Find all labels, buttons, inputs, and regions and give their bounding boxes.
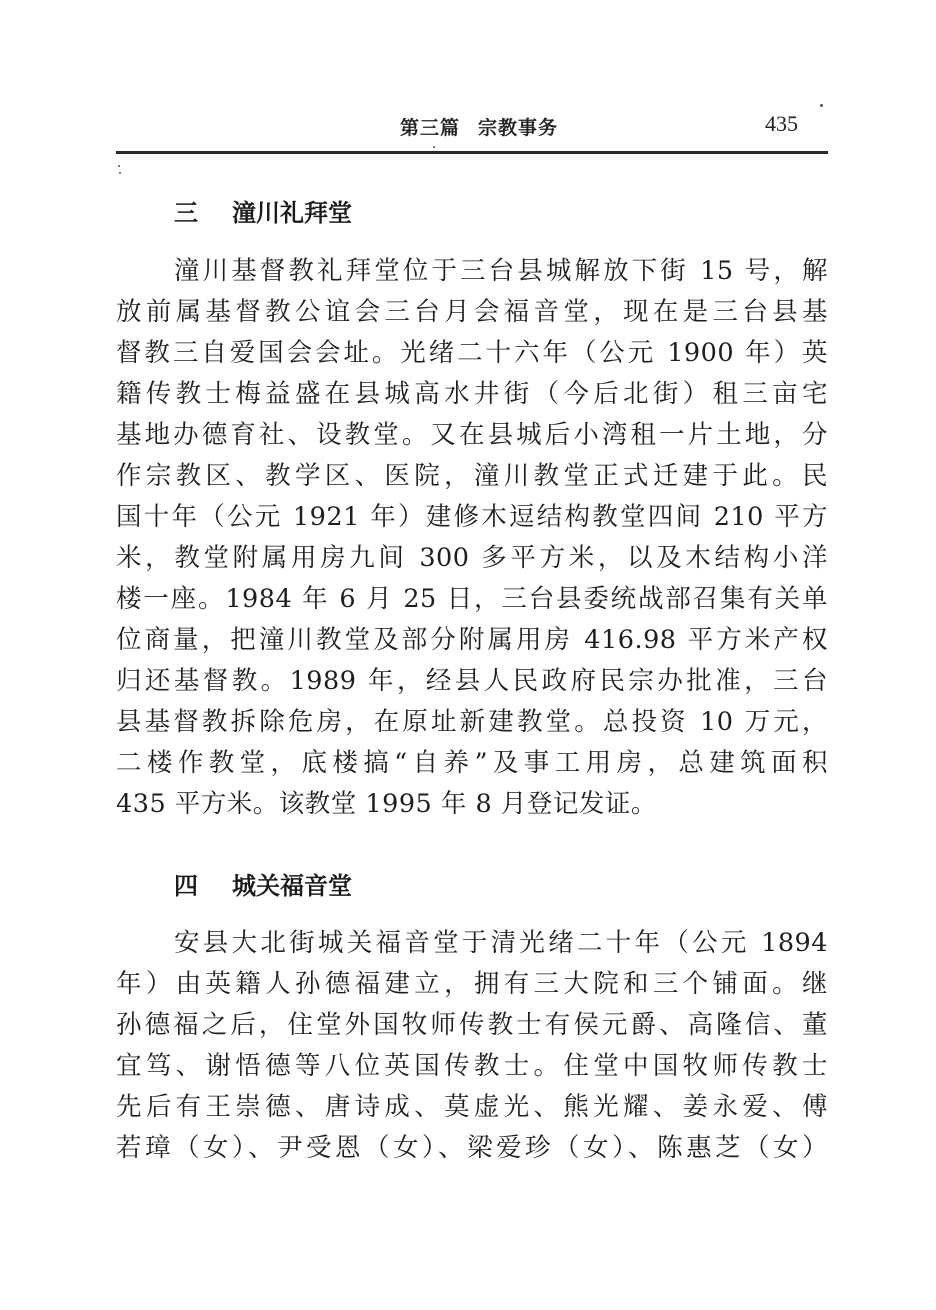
page-number: 435 [765, 111, 798, 136]
paragraph-line: 督教三自爱国会会址。光绪二十六年（公元 1900 年）英 [116, 338, 828, 368]
paragraph-line: 放前属基督教公谊会三台月会福音堂，现在是三台县基 [116, 297, 828, 327]
section-heading [174, 866, 352, 901]
paragraph-line: 县基督教拆除危房，在原址新建教堂。总投资 10 万元， [116, 707, 828, 737]
section-number: 四 [174, 872, 198, 900]
paragraph-line: 潼川基督教礼拜堂位于三台县城解放下街 15 号，解 [174, 256, 828, 286]
header-rule [116, 151, 828, 154]
part-label: 第三篇 [400, 117, 461, 139]
paragraph-line: 二楼作教堂，底楼搞“自养”及事工用房，总建筑面积 [116, 748, 828, 778]
paragraph-line: 国十年（公元 1921 年）建修木逗结构教堂四间 210 平方 [116, 502, 828, 532]
scan-speck [820, 104, 823, 107]
section-number: 三 [174, 199, 198, 227]
scan-speck [433, 146, 435, 148]
paragraph-line: 年）由英籍人孙德福建立，拥有三大院和三个铺面。继 [116, 969, 828, 999]
paragraph-line: 宜笃、谢悟德等八位英国传教士。住堂中国牧师传教士 [116, 1051, 828, 1081]
paragraph-line: 安县大北街城关福音堂于清光绪二十年（公元 1894 [174, 928, 828, 958]
paragraph-line: 先后有王崇德、唐诗成、莫虚光、熊光耀、姜永爱、傅 [116, 1092, 828, 1122]
section-title: 城关福音堂 [232, 872, 352, 900]
paragraph-line: 位商量，把潼川教堂及部分附属用房 416.98 平方米产权 [116, 625, 828, 655]
section-heading [174, 193, 352, 228]
paragraph-line: 435 平方米。该教堂 1995 年 8 月登记发证。 [116, 789, 657, 819]
paragraph-line: 楼一座。1984 年 6 月 25 日，三台县委统战部召集有关单 [116, 584, 828, 614]
scan-speck [119, 172, 121, 174]
chapter-label: 宗教事务 [478, 117, 559, 139]
running-head [400, 113, 558, 140]
paragraph-line: 基地办德育社、设教堂。又在县城后小湾租一片土地，分 [116, 420, 828, 450]
paragraph-line: 归还基督教。1989 年，经县人民政府民宗办批准，三台 [116, 666, 828, 696]
paragraph-line: 米，教堂附属用房九间 300 多平方米，以及木结构小洋 [116, 543, 828, 573]
paragraph-line: 若璋（女）、尹受恩（女）、梁爱珍（女）、陈惠芝（女） [116, 1133, 828, 1163]
paragraph-line: 籍传教士梅益盛在县城高水井街（今后北街）租三亩宅 [116, 379, 828, 409]
paragraph-line: 孙德福之后，住堂外国牧师传教士有侯元爵、高隆信、董 [116, 1010, 828, 1040]
paragraph-line: 作宗教区、教学区、医院，潼川教堂正式迁建于此。民 [116, 461, 828, 491]
scan-speck [118, 165, 120, 167]
section-title: 潼川礼拜堂 [232, 199, 352, 227]
